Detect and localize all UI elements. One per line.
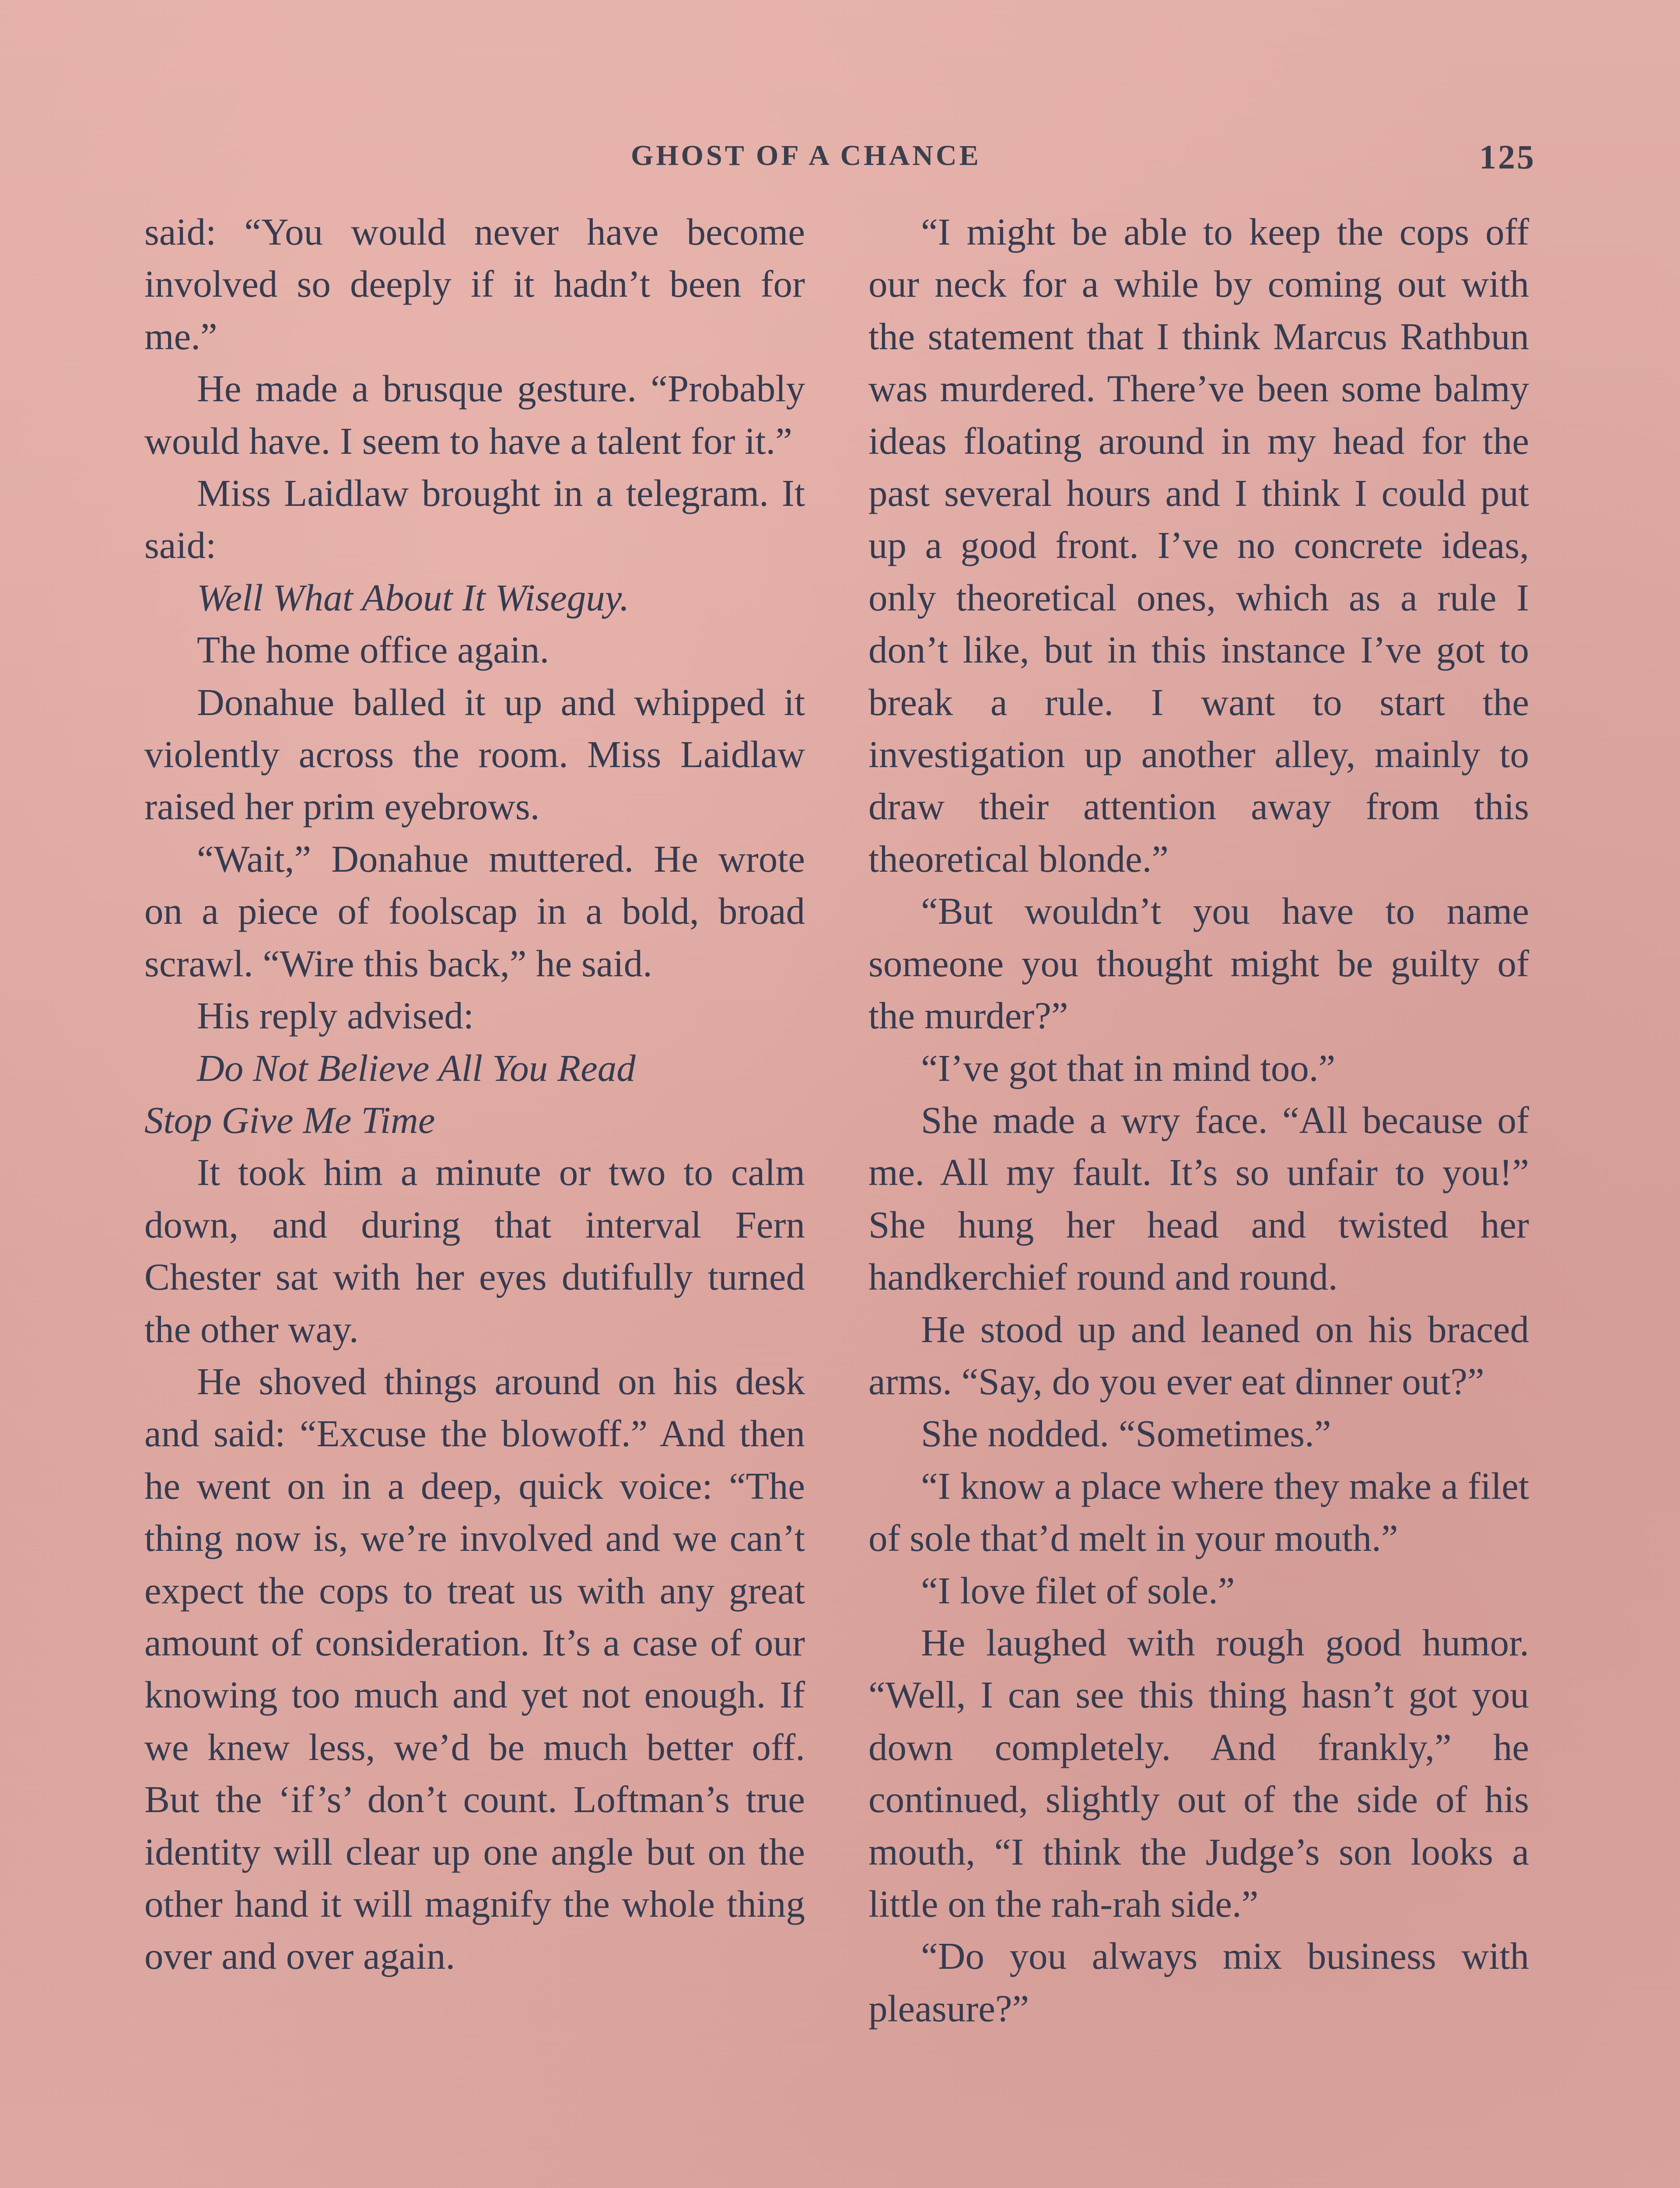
telegram-reply [144, 1042, 805, 1147]
paragraph: “Do you always mix business with pleasure?” [868, 1935, 1529, 2030]
paragraph: “I know a place where they make a filet of sole that’d melt in your mouth.” [868, 1464, 1529, 1560]
paragraph: “I might be able to keep the cops off our neck for a while by coming out with the statement that I think Marcus Rathbun was murdered. There’ve been some balmy ideas floating around in my head for the past several hours and I think I could put up a good front. I’ve no concrete ideas, only theoretical ones, which as a rule I don’t like, but in this instance I’ve got to break a rule. I want to start the investigation up another alley, mainly to draw their attention away from this theoretical blonde.” [868, 210, 1529, 880]
paragraph: The home office again. [197, 628, 550, 671]
paragraph: said: “You would never have become involved so deeply if it hadn’t been for me.” [144, 210, 805, 358]
paragraph: “I’ve got that in mind too.” [921, 1046, 1336, 1089]
paragraph: “Wait,” Donahue muttered. He wrote on a piece of foolscap in a bold, broad scrawl. “Wire this back,” he said. [144, 837, 805, 985]
page-number: 125 [1479, 138, 1536, 176]
paragraph: He shoved things around on his desk and said: “Excuse the blowoff.” And then he went on in a deep, quick voice: “The thing now is, we’re involved and we can’t expect the cops to treat us with any great amount of consideration. It’s a case of our knowing too much and yet not enough. If we knew less, we’d be much better off. But the ‘if’s’ don’t count. Loftman’s true identity will clear up one angle but on the other hand it will magnify the whole thing over and over again. [144, 1360, 805, 1978]
paragraph: “But wouldn’t you have to name someone you thought might be guilty of the murder?” [868, 890, 1529, 1037]
paragraph: Donahue balled it up and whipped it violently across the room. Miss Laidlaw raised her prim eyebrows. [144, 680, 805, 828]
running-head: GHOST OF A CHANCE [631, 140, 981, 172]
telegram-reply-line: Stop Give Me Time [144, 1098, 435, 1141]
telegram-reply-line: Do Not Believe All You Read [197, 1046, 636, 1089]
paragraph: He made a brusque gesture. “Probably would have. I seem to have a talent for it.” [144, 367, 805, 462]
paragraph: His reply advised: [197, 994, 474, 1037]
page-header [144, 139, 1536, 183]
paragraph: He laughed with rough good humor. “Well, I can see this thing hasn’t got you down completely. And frankly,” he continued, slightly out of the side of his mouth, “I think the Judge’s son looks a little on the rah-rah side.” [868, 1621, 1529, 1925]
paragraph: Miss Laidlaw brought in a telegram. It said: [144, 472, 805, 567]
right-column [868, 206, 1529, 2034]
paragraph: She nodded. “Sometimes.” [921, 1412, 1331, 1455]
paragraph: She made a wry face. “All because of me. All my fault. It’s so unfair to you!” She hung her head and twisted her handkerchief round and round. [868, 1098, 1529, 1298]
paragraph: It took him a minute or two to calm down, and during that interval Fern Chester sat with her eyes dutifully turned the other way. [144, 1151, 805, 1350]
telegram-text: Well What About It Wiseguy. [197, 576, 630, 619]
paragraph: “I love filet of sole.” [921, 1569, 1235, 1612]
left-column [144, 206, 805, 1982]
paragraph: He stood up and leaned on his braced arms. “Say, do you ever eat dinner out?” [868, 1308, 1529, 1403]
